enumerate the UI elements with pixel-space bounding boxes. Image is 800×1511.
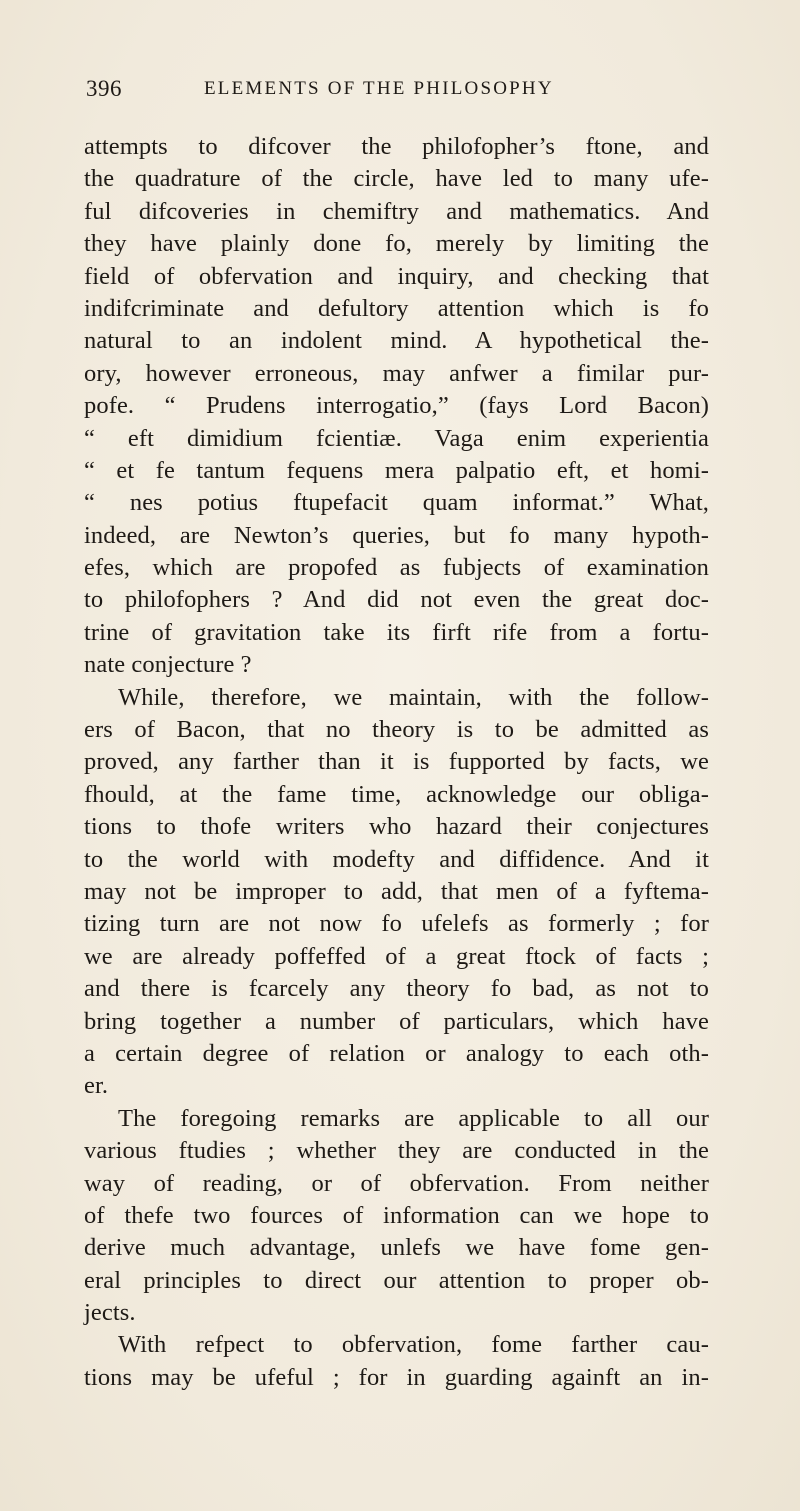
text-line: tions may be ufeful ; for in guarding againft an in- xyxy=(84,1363,709,1391)
text-line: fhould, at the fame time, acknowledge our obliga- xyxy=(84,780,709,808)
text-line: eral principles to direct our attention to proper ob- xyxy=(84,1266,709,1294)
text-line: tions to thofe writers who hazard their conjectures xyxy=(84,813,709,841)
running-title: ELEMENTS OF THE PHILOSOPHY xyxy=(204,78,554,99)
text-line: indeed, are Newton’s queries, but fo many hypoth- xyxy=(84,521,709,549)
text-line: a certain degree of relation or analogy to each oth- xyxy=(84,1039,709,1067)
text-line: proved, any farther than it is fupported by facts, we xyxy=(84,748,709,776)
text-line: to philofophers ? And did not even the great doc- xyxy=(84,586,709,614)
text-line: The foregoing remarks are applicable to all our xyxy=(118,1104,709,1132)
text-line: ful difcoveries in chemiftry and mathematics. And xyxy=(84,197,709,225)
text-line: trine of gravitation take its firft rife from a fortu- xyxy=(84,618,709,646)
text-line: the quadrature of the circle, have led to many ufe- xyxy=(84,165,709,193)
text-line: of thefe two fources of information can we hope to xyxy=(84,1201,709,1229)
text-line: “ nes potius ftupefacit quam informat.” What, xyxy=(84,489,709,517)
text-line: field of obfervation and inquiry, and checking that xyxy=(84,262,709,290)
text-line: “ et fe tantum fequens mera palpatio eft, et homi- xyxy=(84,456,709,484)
text-line: to the world with modefty and diffidence. And it xyxy=(84,845,709,873)
text-line: indifcriminate and defultory attention which is fo xyxy=(84,294,709,322)
text-line: bring together a number of particulars, which have xyxy=(84,1007,709,1035)
body-text xyxy=(84,131,709,1394)
page-number: 396 xyxy=(86,76,122,101)
text-line: pofe. “ Prudens interrogatio,” (fays Lord Bacon) xyxy=(84,392,709,420)
running-head xyxy=(86,76,706,116)
text-line: tizing turn are not now fo ufelefs as formerly ; for xyxy=(84,910,709,938)
text-line: various ftudies ; whether they are conducted in the xyxy=(84,1137,709,1165)
text-line: jects. xyxy=(84,1299,136,1327)
text-line: natural to an indolent mind. A hypothetical the- xyxy=(84,327,709,355)
text-line: “ eft dimidium fcientiæ. Vaga enim experientia xyxy=(84,424,709,452)
text-line: efes, which are propofed as fubjects of examination xyxy=(84,554,709,582)
text-line: attempts to difcover the philofopher’s ftone, and xyxy=(84,133,709,160)
text-line: and there is fcarcely any theory fo bad, as not to xyxy=(84,975,709,1003)
text-line: While, therefore, we maintain, with the follow- xyxy=(118,683,709,711)
text-line: ory, however erroneous, may anfwer a fimilar pur- xyxy=(84,359,709,387)
text-line: With refpect to obfervation, fome farther cau- xyxy=(118,1331,709,1359)
text-line: ers of Bacon, that no theory is to be admitted as xyxy=(84,716,709,744)
text-line: nate conjecture ? xyxy=(84,651,252,679)
text-line: way of reading, or of obfervation. From neither xyxy=(84,1169,709,1197)
text-line: we are already poffeffed of a great ftock of facts ; xyxy=(84,942,709,970)
text-line: derive much advantage, unlefs we have fome gen- xyxy=(84,1234,709,1262)
text-line: may not be improper to add, that men of a fyftema- xyxy=(84,877,709,905)
text-line: er. xyxy=(84,1072,109,1100)
text-line: they have plainly done fo, merely by limiting the xyxy=(84,230,709,258)
